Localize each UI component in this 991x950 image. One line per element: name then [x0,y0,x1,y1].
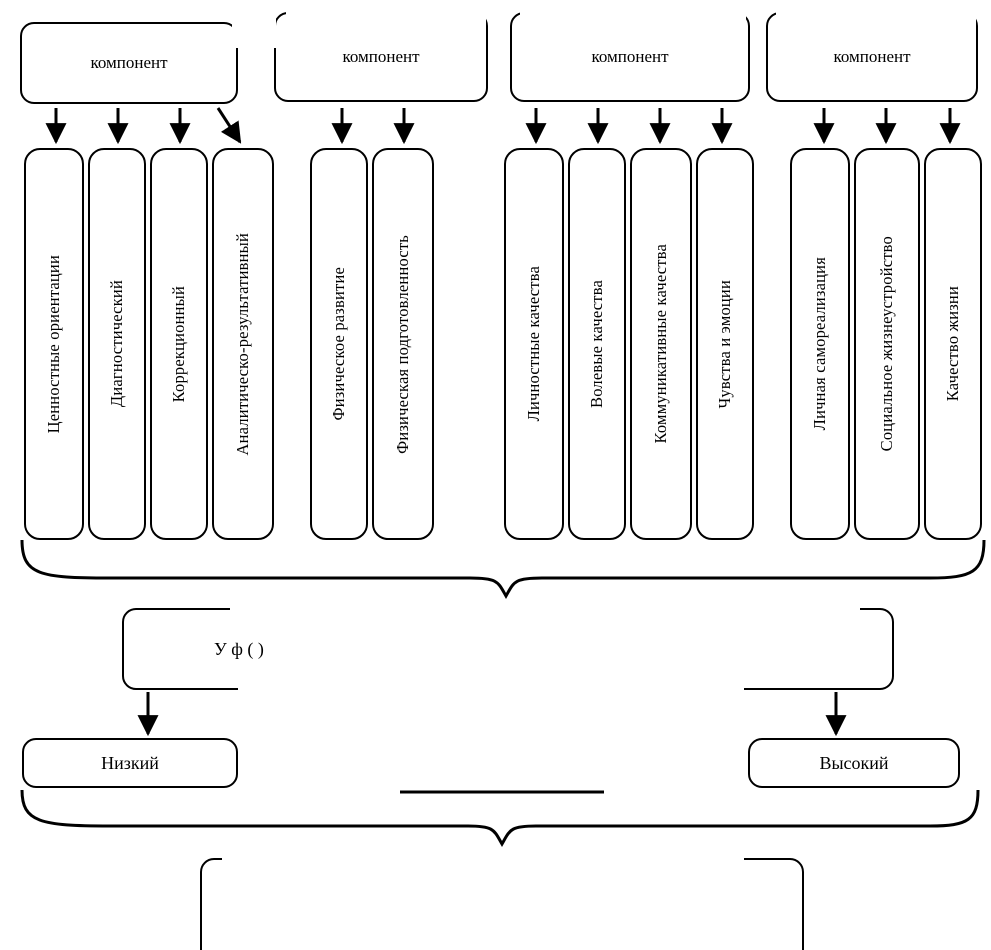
mask-criteria [230,608,860,636]
mask-criteria-bottom [238,682,744,698]
column-box-4-1[interactable] [790,148,850,540]
column-box-2-1[interactable] [310,148,368,540]
brace-levels [22,790,978,844]
column-box-2-2[interactable] [372,148,434,540]
column-label-2-2: Физическая подготовленность [392,234,412,454]
mask-top-3 [520,8,746,42]
column-box-1-1[interactable] [24,148,84,540]
level-label-low: Низкий [101,752,159,773]
column-box-1-3[interactable] [150,148,208,540]
mask-top-2 [286,8,486,42]
mask-top-1 [232,8,276,48]
column-label-1-3: Коррекционный [168,285,188,403]
column-label-3-4: Чувства и эмоции [714,279,734,409]
column-label-1-4: Аналитическо-результативный [232,232,252,456]
column-box-4-3[interactable] [924,148,982,540]
column-label-3-1: Личностные качества [523,266,543,422]
column-label-2-1: Физическое развитие [328,267,348,421]
column-label-4-2: Социальное жизнеустройство [876,236,896,452]
top-group-label-3: компонент [591,46,669,66]
column-box-3-2[interactable] [568,148,626,540]
column-label-3-3: Коммуникативные качества [650,244,670,444]
mask-top-4 [776,8,976,42]
level-box-high[interactable] [748,738,960,788]
column-box-3-1[interactable] [504,148,564,540]
mask-result-bottom [202,920,802,950]
column-box-4-2[interactable] [854,148,920,540]
top-group-box-1[interactable] [20,22,238,104]
column-label-1-1: Ценностные ориентации [43,254,63,434]
top-group-label-1: компонент [90,52,168,72]
column-box-1-2[interactable] [88,148,146,540]
column-box-1-4[interactable] [212,148,274,540]
column-label-4-3: Качество жизни [942,286,962,402]
column-box-3-4[interactable] [696,148,754,540]
mask-result-top [222,856,744,878]
column-label-1-2: Диагностический [106,280,126,408]
level-box-low[interactable] [22,738,238,788]
column-box-3-3[interactable] [630,148,692,540]
top-group-label-4: компонент [833,46,911,66]
criteria-box-label: У ф ( ) [214,638,264,659]
level-label-high: Высокий [819,752,889,773]
arrow-1-4 [218,108,240,142]
top-group-label-2: компонент [342,46,420,66]
column-label-3-2: Волевые качества [586,279,606,408]
column-label-4-1: Личная самореализация [809,257,829,431]
brace-columns [22,540,984,596]
